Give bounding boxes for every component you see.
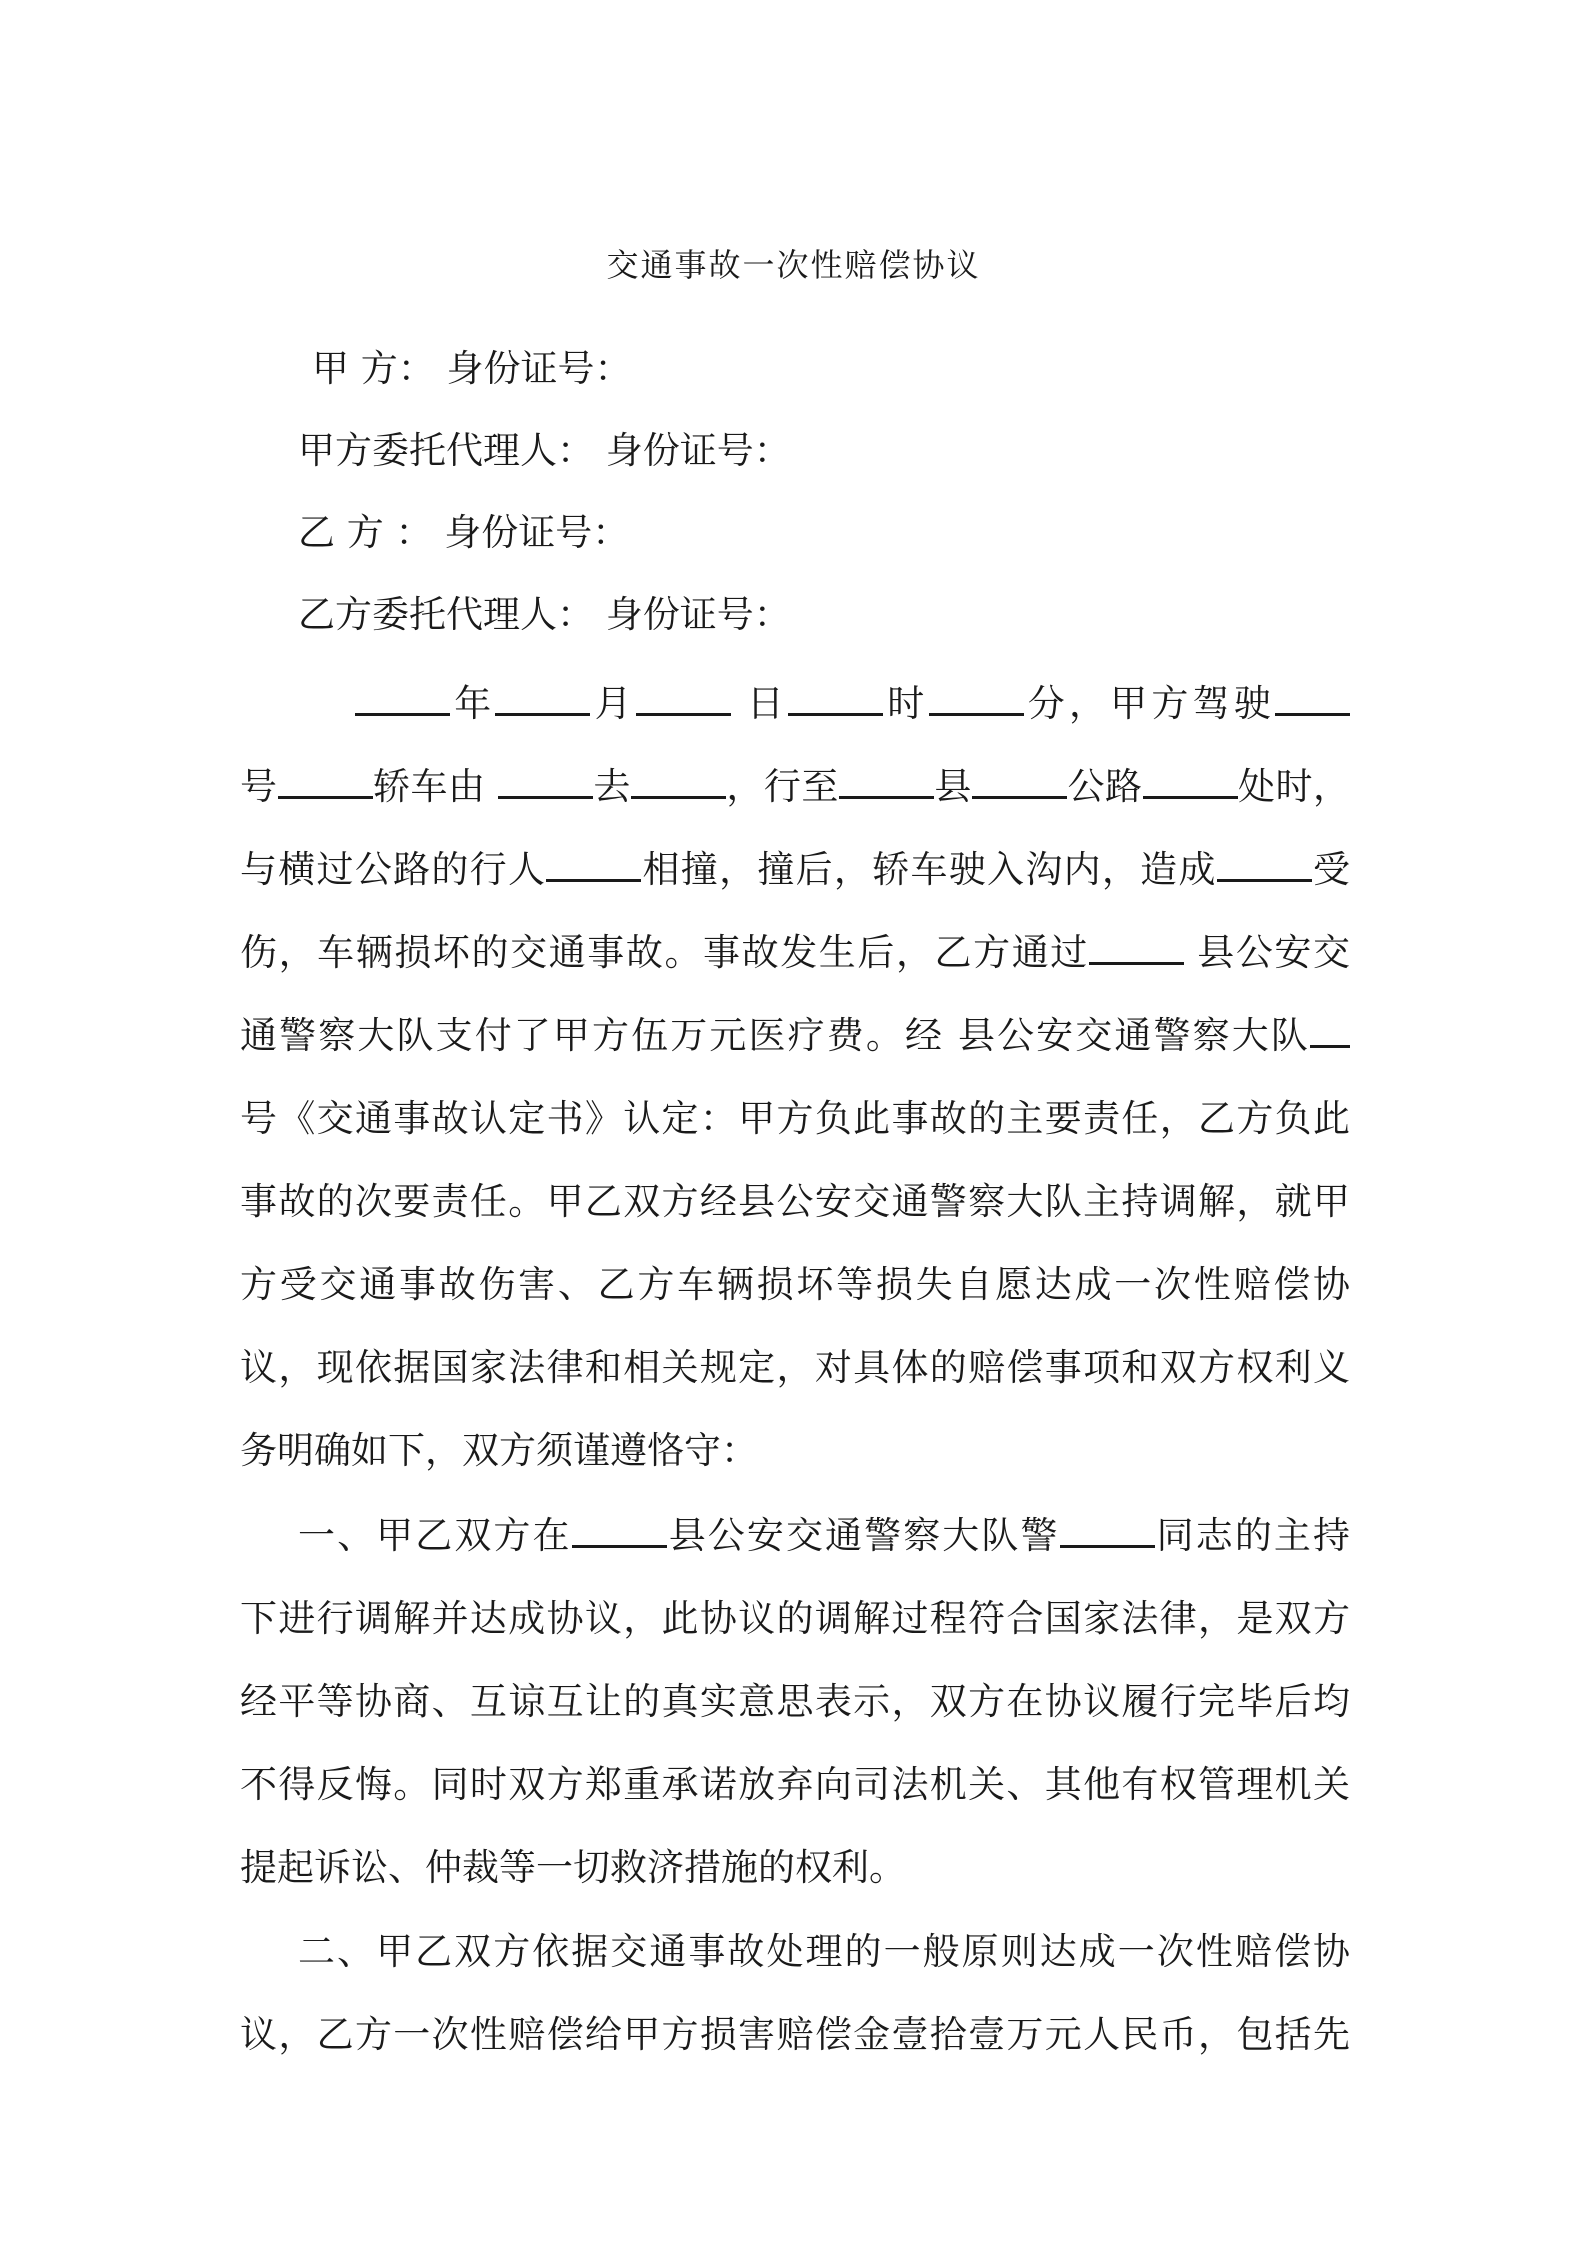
blank-field bbox=[495, 679, 590, 716]
blank-field bbox=[1143, 762, 1238, 799]
blank-field bbox=[788, 679, 883, 716]
paragraph-compensation-clause bbox=[240, 1910, 1350, 2076]
text-line: 务明确如下，双方须谨遵恪守： bbox=[240, 1429, 758, 1472]
blank-field bbox=[546, 845, 641, 882]
document-title: 交通事故一次性赔偿协议 bbox=[606, 246, 981, 284]
party-yi-line: 乙 方 ： 身份证号： bbox=[298, 511, 630, 554]
blank-field bbox=[929, 679, 1024, 716]
text-line: 议，现依据国家法律和相关规定，对具体的赔偿事项和双方权利义 bbox=[240, 1346, 1350, 1389]
text-line: 提起诉讼、仲裁等一切救济措施的权利。 bbox=[240, 1846, 906, 1889]
text-line: 议，乙方一次性赔偿给甲方损害赔偿金壹拾壹万元人民币，包括先 bbox=[240, 2013, 1350, 2056]
text-line: 与横过公路的行人 相撞，撞后，轿车驶入沟内，造成 受 bbox=[240, 828, 1350, 911]
blank-field bbox=[498, 762, 593, 799]
party-yi-agent-line: 乙方委托代理人： 身份证号： bbox=[298, 593, 791, 636]
blank-field bbox=[278, 762, 373, 799]
text-line: 号 轿车由 去 ，行至 县 公路 处时， bbox=[240, 745, 1350, 828]
blank-field bbox=[572, 1511, 667, 1548]
text-line: 不得反悔。同时双方郑重承诺放弃向司法机关、其他有权管理机关 bbox=[240, 1763, 1350, 1806]
paragraph-mediation-clause bbox=[240, 1494, 1350, 1909]
blank-field bbox=[631, 762, 726, 799]
paragraph-accident-facts bbox=[240, 662, 1350, 1492]
party-jia-agent-line: 甲方委托代理人： 身份证号： bbox=[298, 429, 791, 472]
text-line: 一、甲乙双方在 县公安交通警察大队警 同志的主持 bbox=[240, 1494, 1350, 1577]
blank-field bbox=[1275, 679, 1350, 716]
blank-field bbox=[355, 679, 450, 716]
text-line: 下进行调解并达成协议，此协议的调解过程符合国家法律，是双方 bbox=[240, 1597, 1350, 1640]
text-line: 号《交通事故认定书》认定：甲方负此事故的主要责任，乙方负此 bbox=[240, 1097, 1350, 1140]
text-line: 二、甲乙双方依据交通事故处理的一般原则达成一次性赔偿协 bbox=[298, 1930, 1350, 1973]
text-line: 经平等协商、互谅互让的真实意思表示，双方在协议履行完毕后均 bbox=[240, 1680, 1350, 1723]
text-line: 伤，车辆损坏的交通事故。事故发生后，乙方通过 县公安交 bbox=[240, 911, 1350, 994]
text-line: 通警察大队支付了甲方伍万元医疗费。经 县公安交通警察大队 bbox=[240, 994, 1350, 1077]
text-line: 方受交通事故伤害、乙方车辆损坏等损失自愿达成一次性赔偿协 bbox=[240, 1263, 1350, 1306]
blank-field bbox=[1217, 845, 1312, 882]
text-line: 年 月 日 时 分，甲方驾驶 bbox=[240, 662, 1350, 745]
party-jia-line: 甲 方： 身份证号： bbox=[312, 347, 632, 390]
text-line: 事故的次要责任。甲乙双方经县公安交通警察大队主持调解，就甲 bbox=[240, 1180, 1350, 1223]
blank-field bbox=[636, 679, 731, 716]
blank-field bbox=[972, 762, 1067, 799]
blank-field bbox=[839, 762, 934, 799]
blank-field bbox=[1310, 1011, 1350, 1048]
blank-field bbox=[1060, 1511, 1155, 1548]
blank-field bbox=[1089, 928, 1184, 965]
